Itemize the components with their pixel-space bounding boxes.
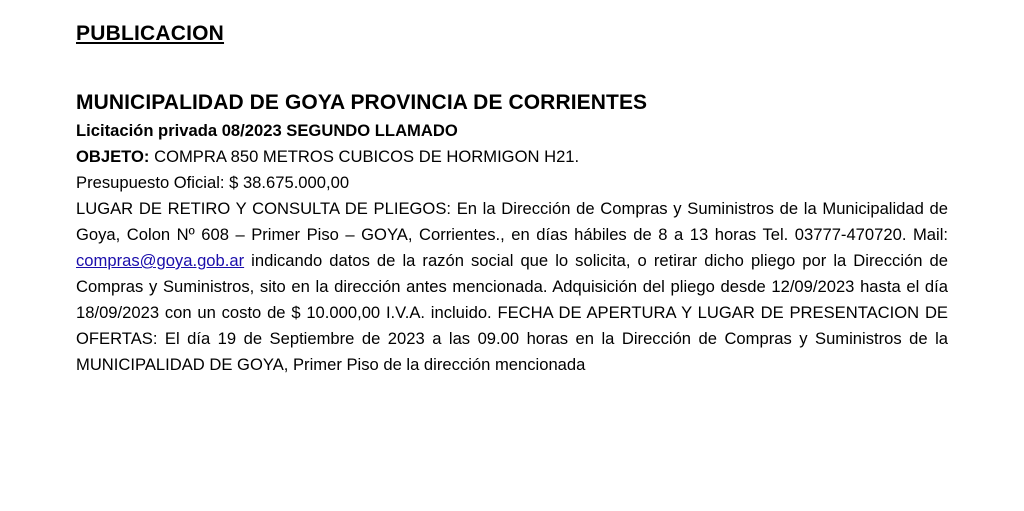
publication-header: PUBLICACION xyxy=(76,22,225,45)
body-text-before-mail: LUGAR DE RETIRO Y CONSULTA DE PLIEGOS: En la Dirección de Compras y Suministros de la Municipalidad de Goya, Colon Nº 608 – Primer Piso – GOYA, Corrientes., en días hábiles de 8 a 13 horas Tel. 03777-470720. Mail: xyxy=(76,199,948,244)
document xyxy=(76,18,948,378)
entity-title: MUNICIPALIDAD DE GOYA PROVINCIA DE CORRIENTES xyxy=(76,91,648,114)
body-paragraph xyxy=(76,196,948,378)
tender-title: Licitación privada 08/2023 SEGUNDO LLAMADO xyxy=(76,121,458,140)
email-link[interactable]: compras@goya.gob.ar xyxy=(76,251,245,270)
object-text: COMPRA 850 METROS CUBICOS DE HORMIGON H21. xyxy=(149,147,580,166)
body-text-after-mail: indicando datos de la razón social que lo solicita, o retirar dicho pliego por la Dirección de Compras y Suministros, sito en la dirección antes mencionada. Adquisición del pliego desde 12/09/2023 hasta el día 18/09/2023 con un costo de $ 10.000,00 I.V.A. incluido. FECHA DE APERTURA Y LUGAR DE PRESENTACION DE OFERTAS: El día 19 de Septiembre de 2023 a las 09.00 horas en la Dirección de Compras y Suministros de la MUNICIPALIDAD DE GOYA, Primer Piso de la dirección mencionada xyxy=(76,251,948,374)
object-label: OBJETO: xyxy=(76,147,150,166)
object-line xyxy=(76,144,948,170)
budget-line: Presupuesto Oficial: $ 38.675.000,00 xyxy=(76,173,350,192)
